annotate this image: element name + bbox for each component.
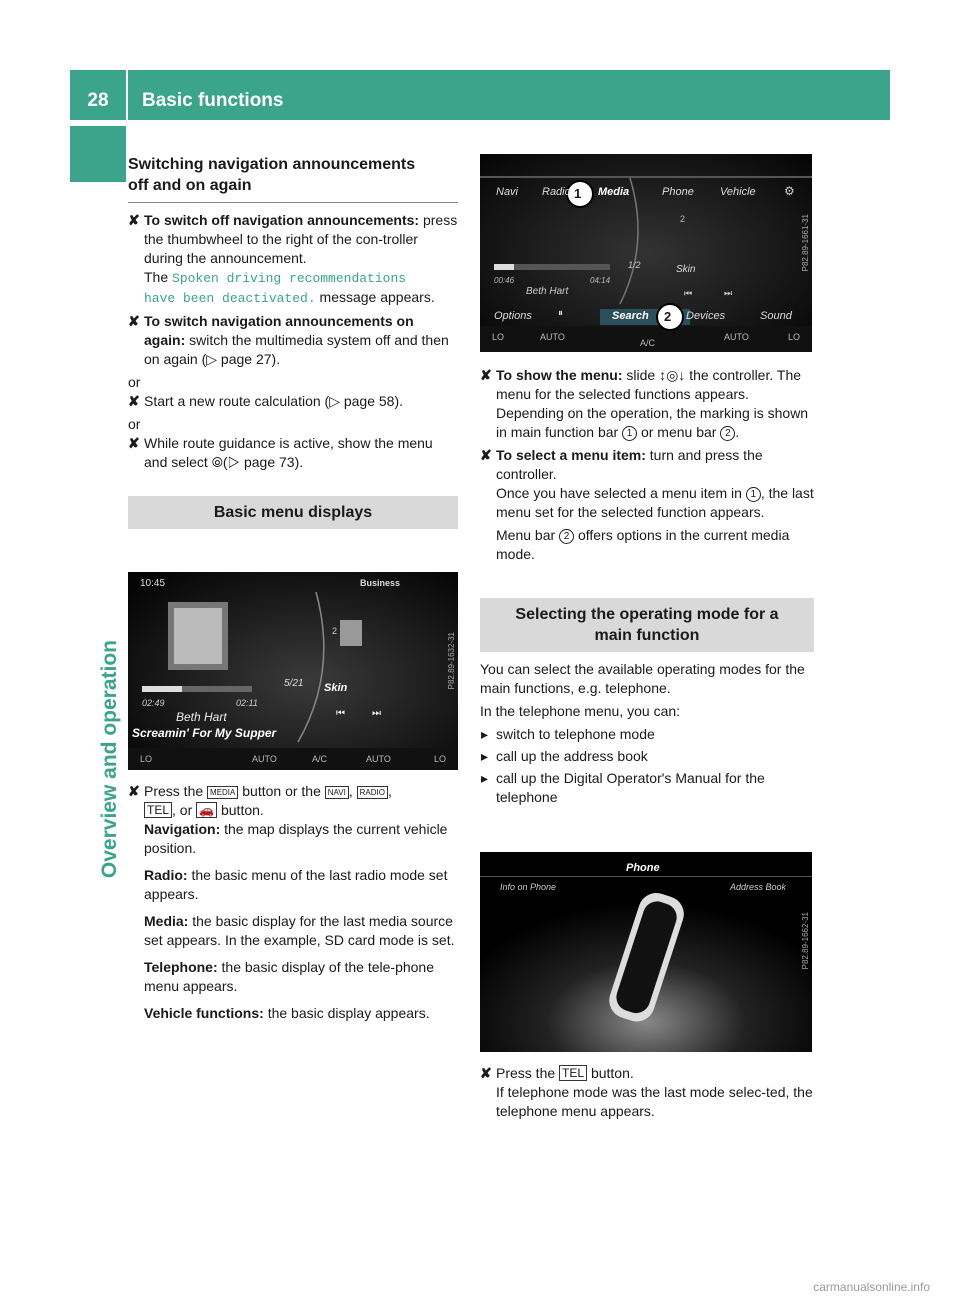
instruction-step bbox=[480, 1064, 814, 1121]
step-text: or menu bar bbox=[640, 424, 717, 440]
phone-title: Phone bbox=[626, 862, 660, 874]
settings-gear-icon[interactable]: ⚙ bbox=[784, 184, 795, 198]
menu-address-book[interactable]: Address Book bbox=[730, 882, 787, 892]
step-arrow-icon: ✘ bbox=[128, 783, 140, 799]
instruction-step bbox=[128, 434, 458, 472]
right-column-lower bbox=[480, 1064, 814, 1125]
bullet-icon: ▸ bbox=[481, 770, 489, 786]
callout-1-icon: 1 bbox=[746, 487, 761, 502]
section-title-line-2: main function bbox=[594, 627, 700, 644]
page-title: Basic functions bbox=[142, 90, 284, 111]
instruction-step bbox=[128, 211, 458, 308]
menu-navi[interactable]: Navi bbox=[496, 186, 519, 198]
section-title-line-1: Selecting the operating mode for a bbox=[515, 606, 779, 623]
definition: the basic display appears. bbox=[267, 1005, 430, 1021]
step-text: The menu for the selected functions appears. Depending on the operation, the marking is shown in main function bar bbox=[496, 367, 809, 440]
menu-radio[interactable]: Radio bbox=[542, 186, 571, 198]
media-key-icon: MEDIA bbox=[207, 786, 238, 799]
track-count: 1/2 bbox=[628, 260, 641, 270]
left-column bbox=[128, 154, 458, 529]
step-arrow-icon: ✘ bbox=[480, 367, 492, 383]
paragraph: You can select the available operating modes for the main functions, e.g. telephone. bbox=[480, 661, 805, 696]
climate-auto: AUTO bbox=[366, 754, 391, 764]
bullet-icon: ▸ bbox=[481, 726, 489, 742]
list-item bbox=[480, 769, 814, 807]
climate-auto: AUTO bbox=[252, 754, 277, 764]
step-text: offers options in the current media mode. bbox=[496, 527, 790, 562]
step-text: Menu bar bbox=[496, 527, 556, 543]
figure-code: P82.89-1661-31 bbox=[801, 214, 810, 272]
figure-code: P82.89-1632-31 bbox=[447, 632, 456, 690]
remaining-time: 04:14 bbox=[590, 276, 611, 285]
list-item-text: call up the address book bbox=[496, 748, 648, 764]
menu-screen-graphic bbox=[480, 154, 812, 352]
step-text: button or the bbox=[242, 783, 321, 799]
phone-status: Business bbox=[360, 578, 401, 588]
elapsed-time: 00:46 bbox=[494, 276, 515, 285]
temp-left: LO bbox=[492, 332, 505, 342]
artist: Beth Hart bbox=[526, 286, 569, 297]
definition: the basic menu of the last radio mode set appears. bbox=[144, 867, 448, 902]
step-text: turn and press the controller. bbox=[496, 447, 763, 482]
callout-2-icon: 2 bbox=[559, 529, 574, 544]
step-text: the last menu set for the selected function appears. bbox=[496, 485, 814, 520]
skip-back-icon[interactable]: ⏮ bbox=[336, 708, 345, 719]
header-divider bbox=[126, 70, 128, 120]
step-arrow-icon: ✘ bbox=[480, 1065, 492, 1081]
callout-2: 2 bbox=[664, 309, 672, 324]
menu-phone[interactable]: Phone bbox=[662, 186, 694, 198]
car-key-icon: 🚗 bbox=[196, 802, 217, 818]
callout-1: 1 bbox=[574, 186, 582, 201]
climate-auto: AUTO bbox=[724, 332, 749, 342]
paragraph: In the telephone menu, you can: bbox=[480, 703, 681, 719]
step-arrow-icon: ✘ bbox=[128, 313, 140, 329]
term: Vehicle functions: bbox=[144, 1005, 264, 1021]
watermark-footer: carmanualsonline.info bbox=[813, 1280, 930, 1294]
section-box-operating-mode bbox=[480, 598, 814, 652]
menu-options[interactable]: Options bbox=[494, 310, 532, 322]
term: Navigation: bbox=[144, 821, 221, 837]
step-text: button. bbox=[220, 802, 264, 818]
step-title: To show the menu: bbox=[496, 367, 623, 383]
display-message: Spoken driving recommendations bbox=[172, 271, 407, 286]
side-tab-marker bbox=[70, 126, 126, 182]
voice-output-icon: ⦾ bbox=[211, 454, 223, 470]
step-text: slide bbox=[626, 367, 656, 383]
temp-right: LO bbox=[788, 332, 801, 342]
definition: the basic display for the last media source set appears. In the example, SD card mode is set. bbox=[144, 913, 455, 948]
side-title-label: Overview and operation bbox=[98, 640, 121, 879]
step-text: Once you have selected a menu item in bbox=[496, 485, 742, 501]
heading-line-2: off and on again bbox=[128, 177, 252, 194]
callout-2-icon: 2 bbox=[720, 426, 735, 441]
elapsed-time: 02:49 bbox=[142, 698, 165, 708]
list-item bbox=[480, 747, 814, 766]
right-column bbox=[480, 366, 814, 810]
step-text: The bbox=[144, 269, 169, 285]
section-heading bbox=[128, 154, 458, 196]
menu-media[interactable]: Media bbox=[598, 186, 630, 198]
instruction-step: ✘ To show the menu: slide ↕◎↓ the controller. The menu for the selected functions appears. Depending on the operation, the marking is shown in main function bar 1 or menu bar 2 . bbox=[480, 367, 809, 440]
left-column-lower bbox=[128, 782, 460, 1027]
tel-key-icon: TEL bbox=[559, 1065, 587, 1081]
controller-slide-icon: ↕◎↓ bbox=[659, 367, 686, 383]
phone-screenshot bbox=[480, 852, 812, 1052]
term: Media: bbox=[144, 913, 189, 929]
radio-key-icon: RADIO bbox=[357, 786, 388, 799]
climate-ac: A/C bbox=[640, 338, 656, 348]
step-arrow-icon: ✘ bbox=[480, 447, 492, 463]
callout-1-icon: 1 bbox=[622, 426, 637, 441]
list-item bbox=[480, 725, 814, 744]
heading-rule bbox=[128, 202, 458, 203]
step-text: (▷ page 73). bbox=[222, 454, 304, 470]
definition: the map displays the current vehicle position. bbox=[144, 821, 448, 856]
figure-code: P82.89-1662-31 bbox=[801, 912, 810, 970]
or-text: or bbox=[128, 374, 141, 390]
side-title bbox=[78, 640, 121, 1100]
step-title: To select a menu item: bbox=[496, 447, 646, 463]
album-title: Screamin' For My Supper bbox=[132, 726, 277, 740]
track-index: 2 bbox=[332, 626, 338, 636]
media-screenshot bbox=[128, 572, 458, 770]
step-title: To switch navigation announcements on again: bbox=[144, 313, 414, 348]
step-title: To switch off navigation announcements: bbox=[144, 212, 420, 228]
menu-devices[interactable]: Devices bbox=[686, 310, 726, 322]
track-index: 2 bbox=[680, 214, 686, 224]
term: Telephone: bbox=[144, 959, 218, 975]
display-message: have been deactivated. bbox=[144, 291, 316, 306]
skip-back-icon[interactable]: ⏮ bbox=[684, 288, 693, 298]
instruction-step bbox=[128, 312, 458, 369]
track-title: Skin bbox=[324, 682, 348, 694]
artist: Beth Hart bbox=[176, 710, 227, 724]
pause-icon[interactable]: ⏸ bbox=[558, 308, 563, 319]
step-arrow-icon: ✘ bbox=[128, 435, 140, 451]
step-arrow-icon: ✘ bbox=[128, 393, 140, 409]
instruction-step bbox=[128, 392, 458, 411]
track-title: Skin bbox=[676, 264, 696, 275]
instruction-step: ✘ To select a menu item: turn and press the controller. Once you have selected a menu item in 1 , the last menu set for the selected function appears. Menu bar 2 offers options in the current media mode. bbox=[480, 447, 814, 562]
or-text: or bbox=[128, 416, 141, 432]
menu-search[interactable]: Search bbox=[612, 310, 649, 322]
remaining-time: 02:11 bbox=[236, 698, 258, 708]
menu-info-on-phone[interactable]: Info on Phone bbox=[500, 882, 557, 892]
step-text: Press the bbox=[144, 783, 204, 799]
temp-right: LO bbox=[434, 754, 447, 764]
heading-line-1: Switching navigation announcements bbox=[128, 156, 416, 173]
skip-forward-icon[interactable]: ⏭ bbox=[724, 288, 733, 298]
climate-auto: AUTO bbox=[540, 332, 565, 342]
instruction-step: ✘ Press the MEDIA button or the NAVI , RADIO , TEL , or 🚗 button. Navigation: the map displays the current vehicle position. Radio: the basic menu of the last radio mode set appears. Media: the basic display for the last media source set appears. In the example, SD card mode is set. Telephone: the basic display of the tele-phone menu appears. Vehicle functions: the basic display appears. bbox=[128, 783, 455, 1021]
step-text: press the thumbwheel to the right of the con-troller during the announcement. bbox=[144, 212, 458, 266]
step-text: Press the bbox=[496, 1065, 556, 1081]
track-count: 5/21 bbox=[284, 678, 304, 689]
temp-left: LO bbox=[140, 754, 153, 764]
bullet-icon: ▸ bbox=[481, 748, 489, 764]
clock: 10:45 bbox=[140, 578, 166, 589]
term: Radio: bbox=[144, 867, 188, 883]
definition: the basic display of the tele-phone menu appears. bbox=[144, 959, 435, 994]
skip-forward-icon[interactable]: ⏭ bbox=[372, 708, 381, 719]
step-text: While route guidance is active, show the menu and select bbox=[144, 435, 433, 470]
page-number: 28 bbox=[87, 90, 109, 111]
step-text: message appears. bbox=[319, 289, 435, 305]
step-text: Start a new route calculation (▷ page 58). bbox=[144, 393, 404, 409]
navi-key-icon: NAVI bbox=[325, 786, 349, 799]
step-arrow-icon: ✘ bbox=[128, 212, 140, 228]
section-box-basic-menu: Basic menu displays bbox=[128, 496, 458, 529]
menu-sound[interactable]: Sound bbox=[760, 310, 792, 322]
step-text: If telephone mode was the last mode selec-ted, the telephone menu appears. bbox=[496, 1084, 813, 1119]
step-text: switch the multimedia system off and then on again (▷ page 27). bbox=[144, 332, 449, 367]
menu-vehicle[interactable]: Vehicle bbox=[720, 186, 756, 198]
menu-screenshot bbox=[480, 154, 812, 352]
step-text: , or bbox=[172, 802, 193, 818]
media-screen-graphic bbox=[128, 572, 458, 770]
list-item-text: switch to telephone mode bbox=[496, 726, 655, 742]
climate-ac: A/C bbox=[312, 754, 328, 764]
tel-key-icon: TEL bbox=[144, 802, 172, 818]
step-text: button. bbox=[590, 1065, 634, 1081]
list-item-text: call up the Digital Operator's Manual for the telephone bbox=[496, 770, 765, 805]
step-text: the controller. bbox=[689, 367, 774, 383]
